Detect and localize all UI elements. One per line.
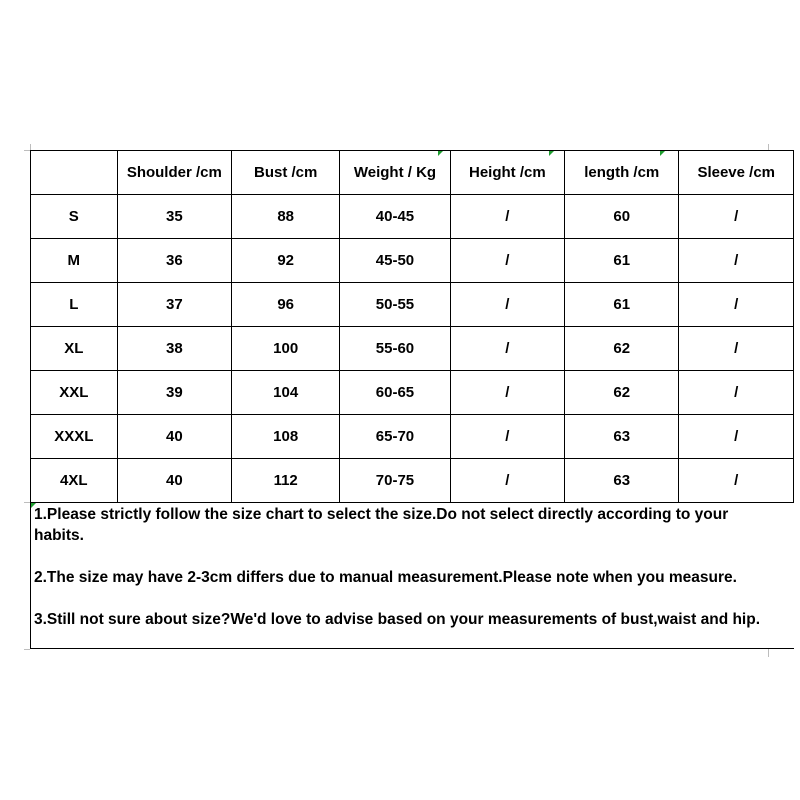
measurement-cell[interactable]: / xyxy=(679,327,794,371)
measurement-cell[interactable]: 40 xyxy=(117,459,231,503)
measurement-cell[interactable]: 35 xyxy=(117,195,231,239)
measurement-cell[interactable]: 45-50 xyxy=(340,239,450,283)
note-1: 1.Please strictly follow the size chart to select the size.Do not select directly according to your habits. xyxy=(34,506,729,544)
measurement-cell[interactable]: / xyxy=(679,283,794,327)
size-label-cell[interactable]: XXXL xyxy=(31,415,118,459)
measurement-cell[interactable]: / xyxy=(450,459,564,503)
measurement-cell[interactable]: 60 xyxy=(565,195,679,239)
header-cell[interactable]: Weight / Kg xyxy=(340,151,450,195)
measurement-cell[interactable]: 61 xyxy=(565,239,679,283)
measurement-cell[interactable]: 50-55 xyxy=(340,283,450,327)
header-cell[interactable]: Shoulder /cm xyxy=(117,151,231,195)
measurement-cell[interactable]: 104 xyxy=(232,371,340,415)
measurement-cell[interactable]: 63 xyxy=(565,459,679,503)
measurement-cell[interactable]: / xyxy=(679,415,794,459)
measurement-cell[interactable]: 62 xyxy=(565,371,679,415)
measurement-cell[interactable]: 61 xyxy=(565,283,679,327)
measurement-cell[interactable]: 88 xyxy=(232,195,340,239)
size-label-cell[interactable]: 4XL xyxy=(31,459,118,503)
grid-line xyxy=(768,649,769,657)
header-cell[interactable] xyxy=(31,151,118,195)
measurement-cell[interactable]: 62 xyxy=(565,327,679,371)
measurement-cell[interactable]: 37 xyxy=(117,283,231,327)
header-cell[interactable]: length /cm xyxy=(565,151,679,195)
table-row xyxy=(31,195,794,239)
header-cell[interactable]: Sleeve /cm xyxy=(679,151,794,195)
table-row xyxy=(31,239,794,283)
measurement-cell[interactable]: 39 xyxy=(117,371,231,415)
measurement-cell[interactable]: / xyxy=(450,283,564,327)
measurement-cell[interactable]: / xyxy=(679,459,794,503)
grid-line xyxy=(24,649,30,650)
size-table xyxy=(30,150,794,503)
size-label-cell[interactable]: S xyxy=(31,195,118,239)
table-row xyxy=(31,283,794,327)
table-header-row xyxy=(31,151,794,195)
measurement-cell[interactable]: 60-65 xyxy=(340,371,450,415)
table-row xyxy=(31,459,794,503)
header-cell[interactable]: Bust /cm xyxy=(232,151,340,195)
measurement-cell[interactable]: 92 xyxy=(232,239,340,283)
size-chart-sheet xyxy=(24,144,776,658)
measurement-cell[interactable]: 70-75 xyxy=(340,459,450,503)
table-row xyxy=(31,415,794,459)
measurement-cell[interactable]: 55-60 xyxy=(340,327,450,371)
size-label-cell[interactable]: M xyxy=(31,239,118,283)
cell-marker-icon xyxy=(438,151,443,156)
measurement-cell[interactable]: 40-45 xyxy=(340,195,450,239)
size-label-cell[interactable]: XL xyxy=(31,327,118,371)
measurement-cell[interactable]: / xyxy=(450,327,564,371)
note-2: 2.The size may have 2-3cm differs due to manual measurement.Please note when you measure. xyxy=(34,569,737,586)
measurement-cell[interactable]: / xyxy=(679,371,794,415)
measurement-cell[interactable]: 96 xyxy=(232,283,340,327)
cell-marker-icon xyxy=(660,151,665,156)
measurement-cell[interactable]: / xyxy=(450,195,564,239)
measurement-cell[interactable]: 36 xyxy=(117,239,231,283)
measurement-cell[interactable]: / xyxy=(450,239,564,283)
measurement-cell[interactable]: 38 xyxy=(117,327,231,371)
measurement-cell[interactable]: / xyxy=(679,195,794,239)
measurement-cell[interactable]: 63 xyxy=(565,415,679,459)
size-label-cell[interactable]: L xyxy=(31,283,118,327)
measurement-cell[interactable]: / xyxy=(450,415,564,459)
header-cell[interactable]: Height /cm xyxy=(450,151,564,195)
measurement-cell[interactable]: 65-70 xyxy=(340,415,450,459)
cell-marker-icon xyxy=(549,151,554,156)
measurement-cell[interactable]: 40 xyxy=(117,415,231,459)
note-3: 3.Still not sure about size?We'd love to advise based on your measurements of bust,waist and hip. xyxy=(34,611,761,628)
measurement-cell[interactable]: 108 xyxy=(232,415,340,459)
measurement-cell[interactable]: 100 xyxy=(232,327,340,371)
measurement-cell[interactable]: 112 xyxy=(232,459,340,503)
measurement-cell[interactable]: / xyxy=(450,371,564,415)
size-notes xyxy=(30,502,794,649)
measurement-cell[interactable]: / xyxy=(679,239,794,283)
table-row xyxy=(31,327,794,371)
table-row xyxy=(31,371,794,415)
size-label-cell[interactable]: XXL xyxy=(31,371,118,415)
